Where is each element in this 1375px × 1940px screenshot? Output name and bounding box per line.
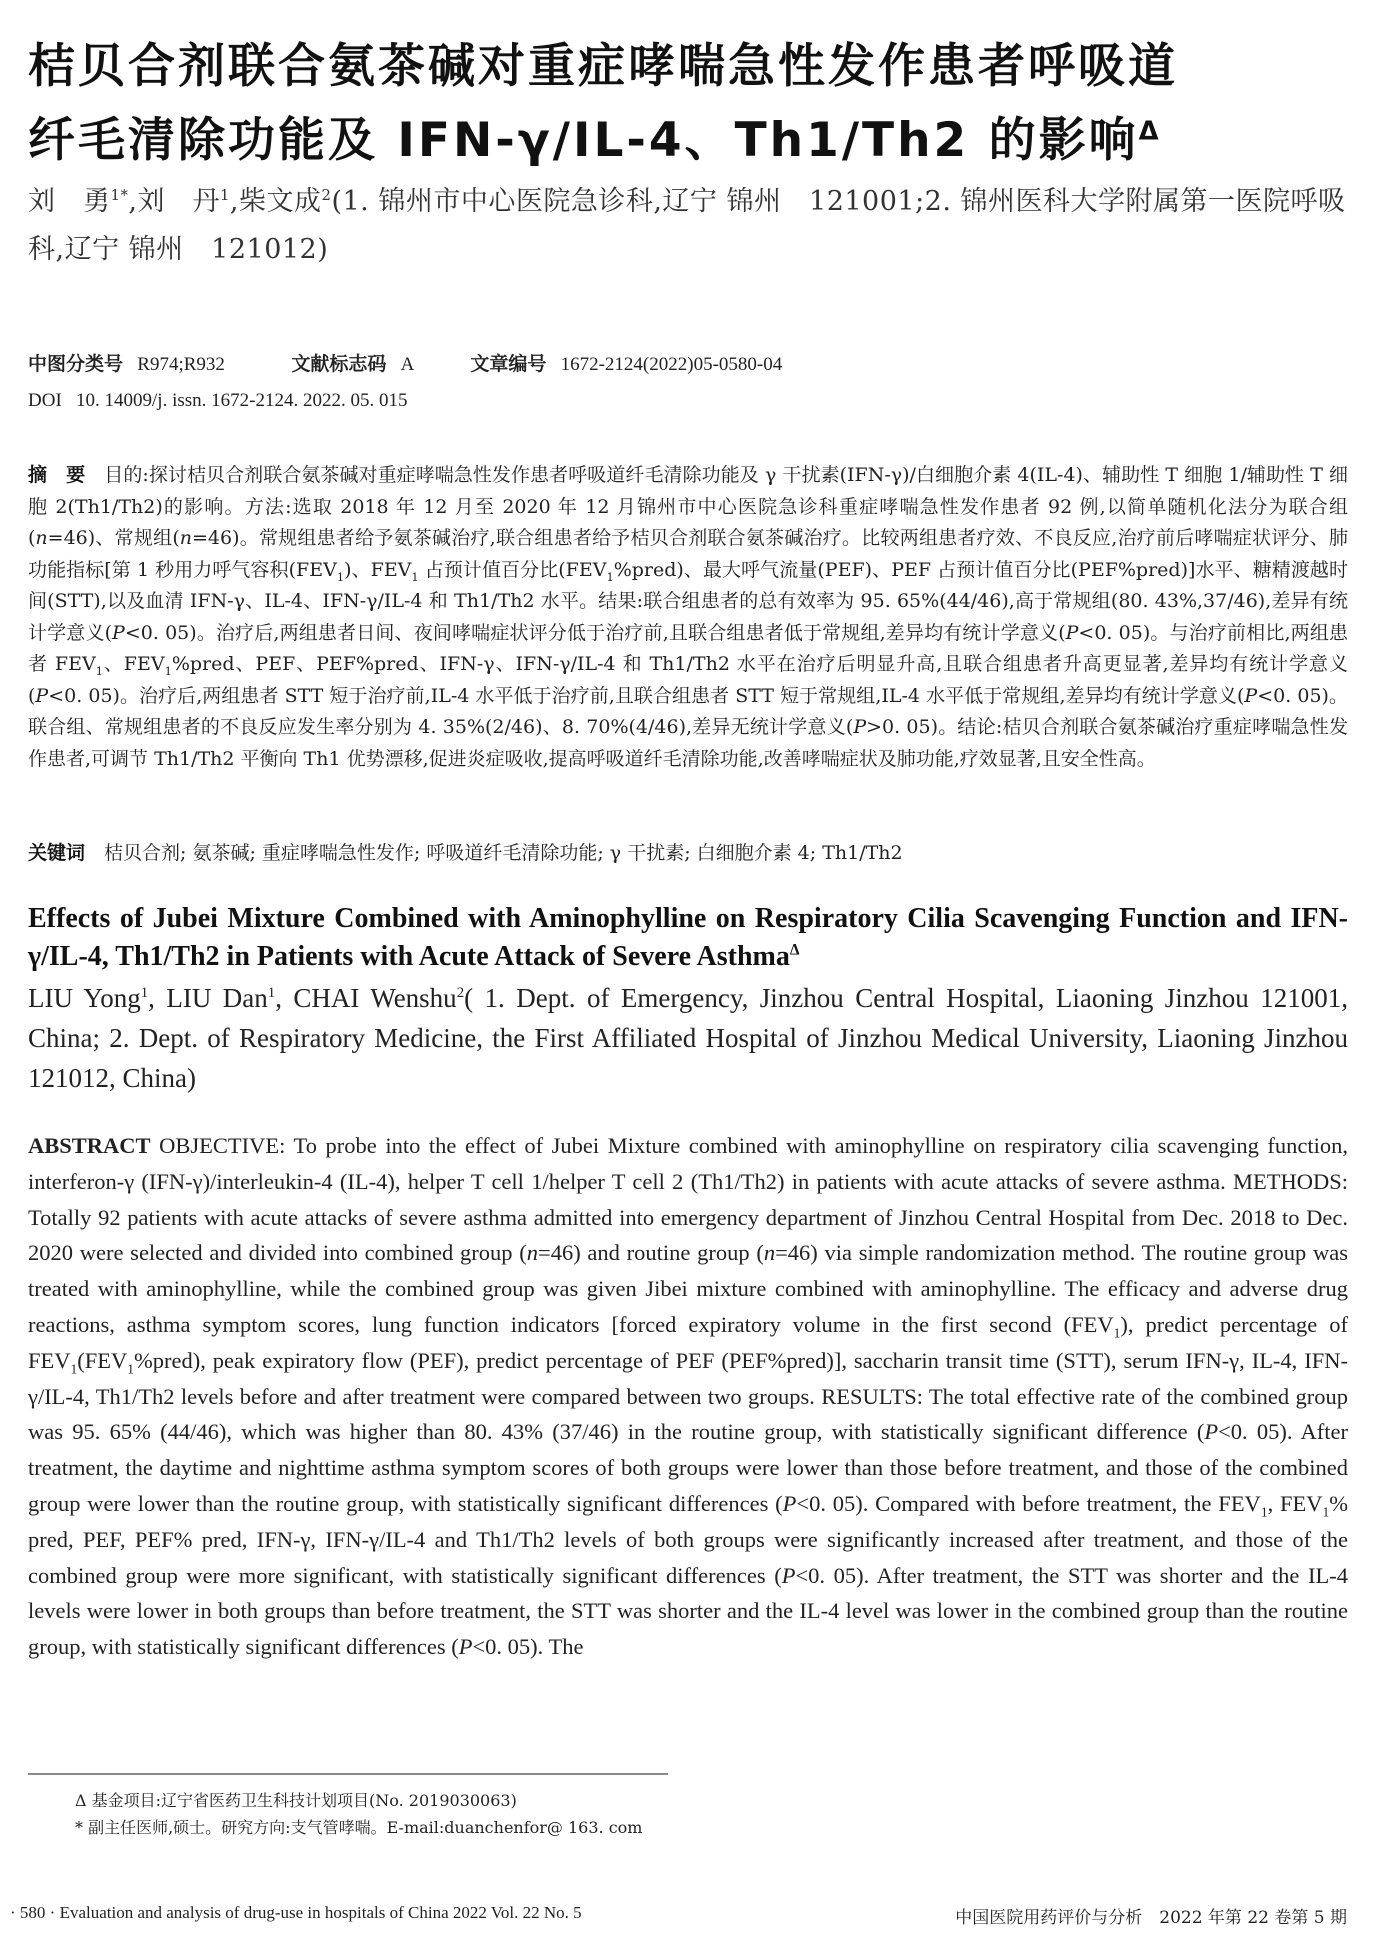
doi-label: DOI bbox=[28, 390, 62, 411]
english-title bbox=[28, 900, 1348, 976]
abstract-cn-text: =46)、常规组( bbox=[47, 527, 180, 549]
subscript: 1 bbox=[164, 663, 172, 678]
funding-mark: Δ bbox=[1138, 116, 1162, 147]
italic-p: P bbox=[35, 684, 49, 707]
italic-p: P bbox=[1244, 684, 1258, 707]
article-no-label: 文章编号 bbox=[470, 353, 547, 375]
italic-n: n bbox=[763, 1240, 776, 1266]
subscript: 1 bbox=[127, 1361, 135, 1377]
clc-label: 中图分类号 bbox=[28, 353, 124, 375]
keywords-text: 桔贝合剂; 氨茶碱; 重症哮喘急性发作; 呼吸道纤毛清除功能; γ 干扰素; 白细胞介素 4; Th1/Th2 bbox=[104, 842, 903, 864]
abstract-en-text: <0. 05). After treatment, the STT was shorter and the IL-4 levels were lower in both groups than before treatment, the STT was shorter and the IL-4 level was lower in the combined group than the routine group, with statistically significant differences ( bbox=[28, 1562, 1348, 1660]
abstract-en-text: , FEV bbox=[1267, 1490, 1323, 1516]
chinese-authors bbox=[28, 178, 1348, 274]
author-2-affiliation-mark: 1 bbox=[219, 186, 230, 204]
chinese-title-line-1: 桔贝合剂联合氨茶碱对重症哮喘急性发作患者呼吸道 bbox=[28, 39, 1178, 94]
abstract-en-text: %pred), peak expiratory flow (PEF), predict percentage of PEF (PEF%pred)], saccharin transit time (STT), serum IFN-γ, IL-4, IFN-γ/IL-4, Th1/Th2 levels before and after treatment were compared between two groups. RESULTS: The total effective rate of the combined group was 95. 65% (44/46), which was higher than 80. 43% (37/46) in the routine group, with statistically significant difference ( bbox=[28, 1347, 1348, 1445]
funding-mark: Δ bbox=[789, 941, 800, 959]
keywords-label: 关键词 bbox=[28, 842, 86, 864]
english-authors bbox=[28, 978, 1348, 1098]
author-2-en: , LIU Dan bbox=[148, 983, 268, 1013]
subscript: 1 bbox=[411, 569, 419, 584]
abstract-en-text: =46) via simple randomization method. The routine group was treated with aminophylline, while the combined group was given Jibei mixture combined with aminophylline. The efficacy and adverse drug reactions, asthma symptom scores, lung function indicators [forced expiratory volume in the first second (FEV bbox=[28, 1240, 1349, 1337]
author-3-en-mark: 2 bbox=[456, 985, 465, 1001]
abstract-en-text: <0. 05). Compared with before treatment, the FEV bbox=[796, 1490, 1261, 1516]
italic-p: P bbox=[1204, 1419, 1219, 1445]
abstract-en-text: ), predict percentage of FEV bbox=[28, 1311, 1348, 1373]
author-3: ,柴文成 bbox=[229, 186, 322, 217]
abstract-en-text: <0. 05). The bbox=[472, 1634, 584, 1660]
footnote-divider bbox=[28, 1773, 668, 1775]
subscript: 1 bbox=[1322, 1504, 1330, 1520]
italic-p: P bbox=[781, 1562, 796, 1588]
funding-footnote: Δ 基金项目:辽宁省医药卫生科技计划项目(No. 2019030063) bbox=[75, 1791, 517, 1810]
italic-n: n bbox=[35, 527, 48, 549]
abstract-cn-text: 、FEV bbox=[102, 653, 165, 675]
italic-n: n bbox=[179, 527, 192, 549]
abstract-en-text: OBJECTIVE: To probe into the effect of Jubei Mixture combined with aminophylline on respiratory cilia scavenging function, interferon-γ (IFN-γ)/interleukin-4 (IL-4), helper T cell 1/helper T cell 2 (Th1/Th2) in patients with acute attacks of severe asthma. METHODS: Totally 92 patients with acute attacks of severe asthma admitted into emergency department of Jinzhou Central Hospital from Dec. 2018 to Dec. 2020 were selected and divided into combined group ( bbox=[28, 1133, 1348, 1266]
italic-p: P bbox=[112, 621, 125, 644]
author-3-affiliation-mark: 2 bbox=[321, 186, 332, 204]
chinese-affiliations: (1. 锦州市中心医院急诊科,辽宁 锦州 121001;2. 锦州医科大学附属第一医院呼吸科,辽宁 锦州 121012) bbox=[28, 186, 1346, 265]
italic-p: P bbox=[1065, 621, 1079, 644]
english-title-text: Effects of Jubei Mixture Combined with Aminophylline on Respiratory Cilia Scavenging Function and IFN-γ/IL-4, Th1/Th2 in Patients with Acute Attack of Severe Asthma bbox=[28, 903, 1348, 972]
chinese-title bbox=[28, 30, 1348, 178]
italic-n: n bbox=[526, 1240, 538, 1266]
abstract-cn-text: <0. 05)。治疗后,两组患者 STT 短于治疗前,IL-4 水平低于治疗前,且联合组患者 STT 短于常规组,IL-4 水平低于常规组,差异均有统计学意义( bbox=[48, 684, 1245, 707]
abstract-cn-text: <0. 05)。联合组、常规组患者的不良反应发生率分别为 4. 35%(2/46)、8. 70%(4/46),差异无统计学意义( bbox=[28, 684, 1348, 738]
abstract-cn-text: 占预计值百分比(FEV bbox=[418, 558, 607, 581]
doc-code-value: A bbox=[400, 354, 414, 375]
subscript: 1 bbox=[1260, 1504, 1268, 1520]
abstract-cn-text: =46)。常规组患者给予氨茶碱治疗,联合组患者给予桔贝合剂联合氨茶碱治疗。比较两组患者疗效、不良反应,治疗前后哮喘症状评分、肺功能指标[第 1 秒用力呼气容积(FEV bbox=[28, 527, 1348, 581]
abstract-en-text: % pred, PEF, PEF% pred, IFN-γ, IFN-γ/IL-4 and Th1/Th2 levels of both groups were significantly increased after treatment, and those of the combined group were more significant, with statistically significant differences ( bbox=[28, 1490, 1348, 1588]
author-2-en-mark: 1 bbox=[267, 985, 276, 1001]
author-3-en: , CHAI Wenshu bbox=[275, 983, 457, 1013]
english-abstract-label: ABSTRACT bbox=[28, 1133, 151, 1158]
clc-value: R974;R932 bbox=[137, 354, 225, 375]
abstract-cn-text: %pred、PEF、PEF%pred、IFN-γ、IFN-γ/IL-4 和 Th1/Th2 水平在治疗后明显升高,且联合组患者升高更显著,差异均有统计学意义( bbox=[28, 653, 1348, 707]
abstract-cn-text: 目的:探讨桔贝合剂联合氨茶碱对重症哮喘急性发作患者呼吸道纤毛清除功能及 γ 干扰素(IFN-γ)/白细胞介素 4(IL-4)、辅助性 T 细胞 1/辅助性 T 细胞 2(Th1/Th2)的影响。方法:选取 2018 年 12 月至 2020 年 12 月锦州市中心医院急诊科重症哮喘急性发作患者 92 例,以简单随机化法分为联合组( bbox=[28, 464, 1348, 549]
subscript: 1 bbox=[70, 1361, 78, 1377]
chinese-keywords bbox=[28, 838, 1348, 868]
subscript: 1 bbox=[1113, 1325, 1121, 1341]
subscript: 1 bbox=[606, 569, 614, 584]
subscript: 1 bbox=[95, 663, 103, 678]
abstract-en-text: <0. 05). After treatment, the daytime and nighttime asthma symptom scores of both groups were lower than those before treatment, and those of the combined group were lower than the routine group, with statistically significant differences ( bbox=[28, 1419, 1348, 1516]
chinese-title-line-2: 纤毛清除功能及 IFN-γ/IL-4、Th1/Th2 的影响 bbox=[28, 113, 1139, 168]
english-affiliations: ( 1. Dept. of Emergency, Jinzhou Central Hospital, Liaoning Jinzhou 121001, China; 2. Dept. of Respiratory Medicine, the First Affiliated Hospital of Jinzhou Medical University, Liaoning Jinzhou 121012, China) bbox=[28, 983, 1348, 1093]
abstract-cn-text: <0. 05)。治疗后,两组患者日间、夜间哮喘症状评分低于治疗前,且联合组患者低于常规组,差异均有统计学意义( bbox=[124, 621, 1066, 644]
author-1-en-mark: 1 bbox=[140, 985, 149, 1001]
italic-p: P bbox=[458, 1634, 473, 1660]
abstract-cn-text: %pred)、最大呼气流量(PEF)、PEF 占预计值百分比(PEF%pred)]水平、糖精渡越时间(STT),以及血清 IFN-γ、IL-4、IFN-γ/IL-4 和 Th1/Th2 水平。结果:联合组患者的总有效率为 95. 65%(44/46),高于常规组(80. 43%,37/46),差异有统计学意义( bbox=[28, 558, 1348, 644]
author-1-en: LIU Yong bbox=[28, 983, 141, 1013]
chinese-abstract-label: 摘 要 bbox=[28, 464, 86, 486]
author-1-affiliation-mark: 1* bbox=[110, 186, 129, 204]
author-footnote: * 副主任医师,硕士。研究方向:支气管哮喘。E-mail:duanchenfor@ 163. com bbox=[75, 1818, 643, 1837]
chinese-abstract bbox=[28, 460, 1348, 775]
page-footer-right: 中国医院用药评价与分析 2022 年第 22 卷第 5 期 bbox=[955, 1908, 1347, 1928]
abstract-cn-text: >0. 05)。结论:桔贝合剂联合氨茶碱治疗重症哮喘急性发作患者,可调节 Th1/Th2 平衡向 Th1 优势漂移,促进炎症吸收,提高呼吸道纤毛清除功能,改善哮喘症状及肺功能,疗效显著,且安全性高。 bbox=[28, 716, 1348, 770]
abstract-en-text: (FEV bbox=[77, 1347, 128, 1373]
author-1: 刘 勇 bbox=[28, 186, 111, 217]
article-metadata bbox=[28, 346, 782, 419]
doi-value[interactable]: 10. 14009/j. issn. 1672-2124. 2022. 05. 015 bbox=[76, 390, 408, 411]
abstract-en-text: =46) and routine group ( bbox=[538, 1240, 764, 1266]
italic-p: P bbox=[782, 1490, 797, 1516]
article-no-value: 1672-2124(2022)05-0580-04 bbox=[560, 354, 783, 375]
abstract-cn-text: <0. 05)。与治疗前相比,两组患者 FEV bbox=[28, 621, 1348, 675]
author-2: ,刘 丹 bbox=[128, 186, 220, 217]
subscript: 1 bbox=[336, 569, 345, 584]
italic-p: P bbox=[853, 716, 867, 738]
footnotes bbox=[75, 1787, 642, 1841]
page-footer-left: · 580 · Evaluation and analysis of drug-use in hospitals of China 2022 Vol. 22 No. 5 bbox=[10, 1903, 582, 1922]
english-abstract bbox=[28, 1128, 1348, 1665]
doc-code-label: 文献标志码 bbox=[291, 353, 387, 375]
abstract-cn-text: )、FEV bbox=[344, 558, 412, 581]
